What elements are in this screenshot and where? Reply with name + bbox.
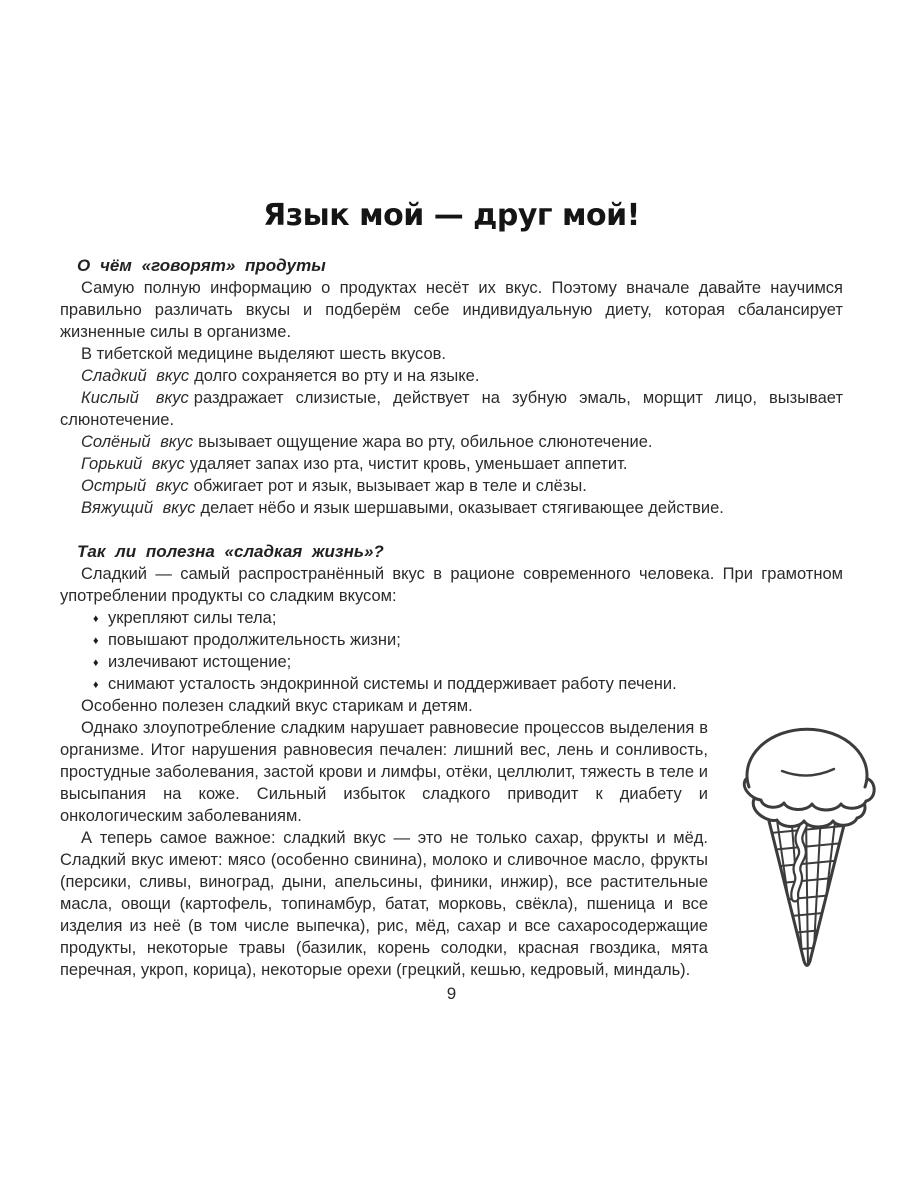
taste-rest: вызывает ощущение жара во рту, обильное слюнотечение.: [198, 433, 653, 451]
paragraph-sweet-intro: Сладкий — самый распространённый вкус в рационе современного человека. При грамотном употреблении продукты со сладким вкусом:: [60, 565, 843, 605]
section-heading-sweet-life: Так ли полезна «сладкая жизнь»?: [77, 542, 384, 561]
taste-line-sweet: [60, 365, 843, 387]
taste-line-sour: [60, 387, 843, 431]
taste-lead: Солёный вкус: [81, 433, 194, 451]
list-item: [60, 629, 843, 651]
list-item-text: укрепляют силы тела;: [108, 609, 277, 627]
taste-lead: Горький вкус: [81, 455, 185, 473]
ice-cream-cone-icon: [732, 713, 882, 993]
diamond-bullet-icon: ♦: [93, 679, 99, 691]
taste-rest: обжигает рот и язык, вызывает жар в теле и слёзы.: [193, 477, 587, 495]
taste-lead: Вяжущий вкус: [81, 499, 196, 517]
list-item-text: излечивают истощение;: [108, 653, 292, 671]
taste-rest: раздражает слизистые, действует на зубную эмаль, морщит лицо, вызывает слюнотечение.: [60, 389, 843, 429]
list-item: [60, 651, 843, 673]
list-item: [60, 673, 843, 695]
paragraph-sweet-harm: Однако злоупотребление сладким нарушает равновесие процессов выделения в организме. Итог нарушения равновесия печален: лишний вес, лень и сонливость, простудные заболевания, застой крови и лимфы, отёки, целлюлит, тяжесть в теле и высыпания на коже. Сильный избыток сладкого приводит к диабету и онкологическим заболеваниям.: [60, 719, 708, 825]
page-number: 9: [446, 984, 457, 1003]
taste-rest: делает нёбо и язык шершавыми, оказывает стягивающее действие.: [200, 499, 724, 517]
diamond-bullet-icon: ♦: [93, 635, 99, 647]
section-heading-products: О чём «говорят» продуты: [77, 256, 326, 275]
list-item-text: снимают усталость эндокринной системы и поддерживает работу печени.: [108, 675, 677, 693]
diamond-bullet-icon: ♦: [93, 657, 99, 669]
paragraph-six-tastes: В тибетской медицине выделяют шесть вкусов.: [81, 345, 446, 363]
taste-line-bitter: [60, 453, 843, 475]
taste-lead: Кислый вкус: [81, 389, 189, 407]
list-item-text: повышают продолжительность жизни;: [108, 631, 401, 649]
taste-rest: долго сохраняется во рту и на языке.: [194, 367, 480, 385]
taste-rest: удаляет запах изо рта, чистит кровь, уменьшает аппетит.: [189, 455, 628, 473]
ice-cream-illustration: [708, 713, 888, 993]
diamond-bullet-icon: ♦: [93, 613, 99, 625]
paragraph-sweet-sources: А теперь самое важное: сладкий вкус — это не только сахар, фрукты и мёд. Сладкий вкус имеют: мясо (особенно свинина), молоко и сливочное масло, фрукты (персики, сливы, виноград, дыни, апельсины, финики, инжир), все растительные масла, овощи (картофель, топинамбур, батат, морковь, свёкла), пшеница и все изделия из неё (в том числе выпечка), рис, мёд, сахар и все сахаросодержащие продукты, некоторые травы (базилик, корень солодки, красная гвоздика, мята перечная, укроп, корица), некоторые орехи (грецкий, кешью, кедровый, миндаль).: [60, 829, 708, 979]
page-title: Язык мой — друг мой!: [263, 198, 640, 233]
sweet-benefits-list: [60, 607, 843, 695]
paragraph-intro: Самую полную информацию о продуктах несёт их вкус. Поэтому вначале давайте научимся правильно различать вкусы и подберём себе индивидуальную диету, которая сбалансирует жизненные силы в организме.: [60, 279, 843, 341]
taste-line-astringent: [60, 497, 843, 519]
taste-lead: Острый вкус: [81, 477, 189, 495]
taste-line-spicy: [60, 475, 843, 497]
paragraph-especially-useful: Особенно полезен сладкий вкус старикам и детям.: [81, 697, 473, 715]
taste-lead: Сладкий вкус: [81, 367, 190, 385]
taste-line-salty: [60, 431, 843, 453]
list-item: [60, 607, 843, 629]
